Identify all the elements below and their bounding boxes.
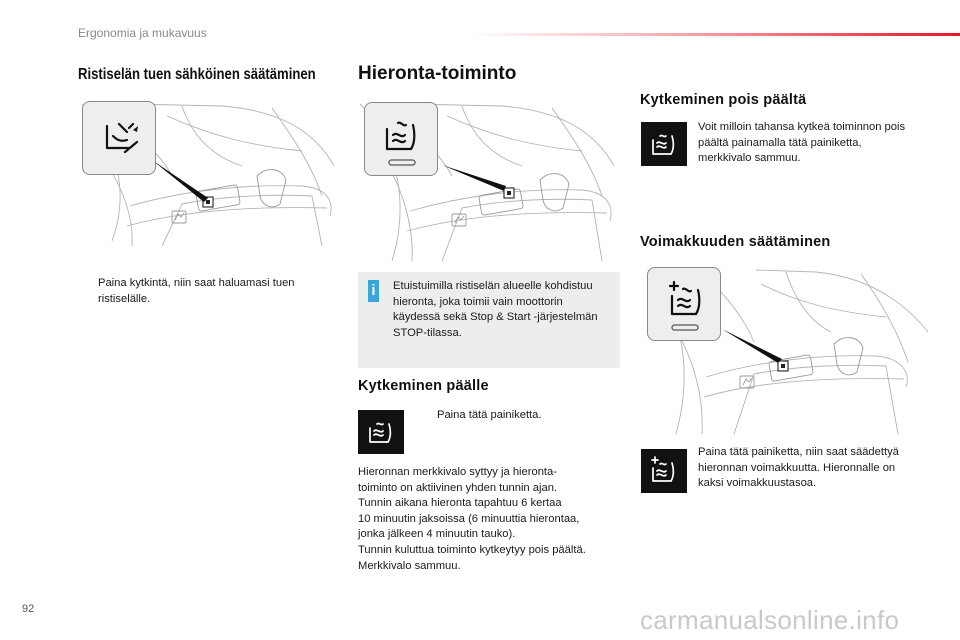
switch-off-text: Voit milloin tahansa kytkeä toiminnon pois päältä painamalla tätä painiketta, merkkivalo sammuu.: [698, 121, 906, 165]
heading-lumbar-adjustment: Ristiselän tuen sähköinen säätäminen: [78, 66, 316, 83]
description-line: Tunnin aikana hieronta tapahtuu 6 kertaa: [358, 497, 562, 510]
heading-switch-off: Kytkeminen pois päältä: [640, 92, 807, 108]
heading-intensity-adjustment: Voimakkuuden säätäminen: [640, 234, 831, 250]
pointer-arrow-icon: [720, 327, 790, 367]
heading-massage-function: Hieronta-toiminto: [358, 63, 517, 84]
description-line: Tunnin kuluttua toiminto kytkeytyy pois päältä.: [358, 543, 586, 556]
massage-off-button[interactable]: [641, 122, 687, 166]
section-header-title: Ergonomia ja mukavuus: [78, 26, 207, 40]
pointer-arrow-icon: [150, 158, 220, 208]
massage-button[interactable]: [364, 102, 438, 176]
massage-intensity-icon: [648, 268, 722, 342]
massage-description: [358, 465, 628, 574]
header-accent-bar: [470, 33, 960, 36]
massage-intensity-icon: [641, 449, 687, 493]
description-line: Hieronnan merkkivalo syttyy ja hieronta-: [358, 466, 557, 478]
lumbar-seat-icon: [83, 102, 157, 176]
on-instruction-text: Paina tätä painiketta.: [437, 409, 542, 421]
heading-switch-on: Kytkeminen päälle: [358, 378, 489, 394]
description-line: toiminto on aktiivinen yhden tunnin ajan.: [358, 481, 558, 494]
massage-seat-icon: [641, 122, 687, 166]
intensity-text: Paina tätä painiketta, niin saat säädettyä hieronnan voimakkuutta. Hieronnalle on kaksi voimakkuustasoa.: [698, 446, 899, 490]
massage-seat-icon: [365, 103, 439, 177]
massage-on-button[interactable]: [358, 410, 404, 454]
description-line: Merkkivalo sammuu.: [358, 559, 461, 572]
description-line: 10 minuutin jaksoissa (6 minuuttia hierontaa,: [358, 512, 580, 525]
info-text: Etuistuimilla ristiselän alueelle kohdistuu hieronta, joka toimii vain moottorin käydessä sekä Stop & Start -järjestelmän STOP-tilassa.: [393, 280, 598, 339]
description-line: jonka jälkeen 4 minuutin tauko).: [358, 528, 516, 541]
intensity-button[interactable]: [647, 267, 721, 341]
info-icon: i: [368, 280, 379, 302]
page-number: 92: [22, 603, 35, 615]
massage-seat-icon: [358, 410, 404, 454]
lumbar-instruction-text: Paina kytkintä, niin saat haluamasi tuen ristiselälle.: [98, 277, 295, 305]
watermark: carmanualsonline.info: [640, 605, 900, 635]
pointer-arrow-icon: [440, 163, 510, 193]
lumbar-button[interactable]: [82, 101, 156, 175]
intensity-black-button[interactable]: [641, 449, 687, 493]
